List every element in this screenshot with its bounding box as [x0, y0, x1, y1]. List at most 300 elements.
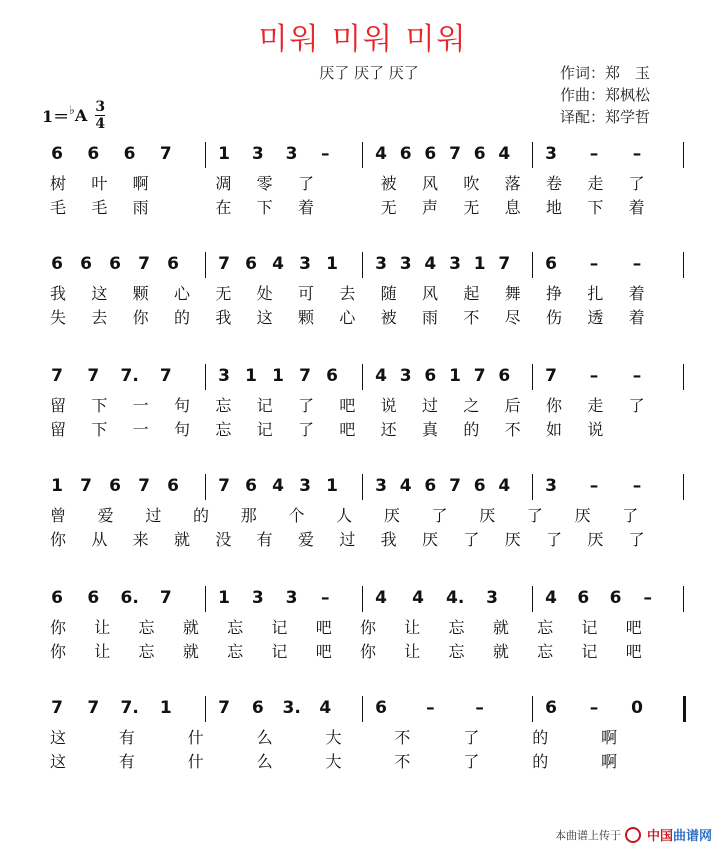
time-signature [95, 100, 105, 131]
lyric-char: 的 [532, 728, 549, 747]
notation-line [0, 472, 726, 500]
dash-mark: – [632, 476, 642, 496]
lyric-char: 忘 [227, 618, 244, 637]
barline [205, 142, 206, 168]
lyric-char: 吧 [315, 618, 332, 637]
lyric-char: 了 [628, 530, 645, 549]
note: 7 [80, 476, 92, 496]
note: 4 [272, 254, 284, 274]
translator-credit: 译配：郑学哲 [560, 108, 651, 126]
note: 3 [285, 144, 298, 164]
barline [362, 696, 363, 722]
lyric-char: 着 [628, 308, 645, 327]
lyric-char: 就 [173, 530, 190, 549]
lyric-char: 雨 [132, 198, 149, 217]
dash-mark: – [589, 366, 599, 386]
lyric-char: 无 [463, 198, 480, 217]
lyric-char: 后 [504, 396, 521, 415]
note: 6 [87, 144, 100, 164]
lyric-line [0, 283, 726, 305]
note: 3 [375, 476, 387, 496]
dash-mark: – [589, 254, 599, 274]
lyric-char: 下 [91, 396, 108, 415]
barline [683, 142, 684, 168]
lyric-line [0, 395, 726, 417]
note: 6 [424, 366, 437, 386]
lyric-char: 忘 [537, 618, 554, 637]
lyric-char: 忘 [448, 618, 465, 637]
lyric-char: 伤 [545, 308, 562, 327]
note: 6 [424, 144, 437, 164]
barline [532, 142, 533, 168]
lyric-char: 心 [173, 284, 190, 303]
lyric-char: 忘 [215, 396, 232, 415]
note: 6 [245, 254, 257, 274]
lyric-char: 忘 [227, 642, 244, 661]
lyric-line [0, 641, 726, 663]
lyric-line [0, 617, 726, 639]
lyric-char: 让 [94, 618, 111, 637]
lyric-char: 忘 [448, 642, 465, 661]
lyric-char: 了 [463, 728, 480, 747]
note: 1 [326, 254, 338, 274]
footer-text: 本曲谱上传于 [554, 828, 621, 842]
notation-line [0, 140, 726, 168]
lyric-char: 吧 [625, 642, 642, 661]
lyric-line [0, 529, 726, 551]
key-signature [42, 100, 105, 131]
lyric-char: 就 [182, 642, 199, 661]
note: 3 [285, 588, 298, 608]
lyric-char: 厌 [587, 530, 604, 549]
lyric-char: 着 [297, 198, 314, 217]
lyric-char: 失 [49, 308, 66, 327]
lyric-char: 这 [49, 752, 66, 771]
lyric-char: 你 [545, 396, 562, 415]
dash-mark: – [426, 698, 435, 718]
lyric-char: 的 [173, 308, 190, 327]
note: 1 [218, 588, 230, 608]
lyric-char: 个 [288, 506, 305, 525]
site-logo-icon [625, 827, 641, 843]
lyric-char: 留 [49, 420, 66, 439]
barline [362, 252, 363, 278]
dash-mark: – [632, 366, 642, 386]
lyric-char: 没 [215, 530, 232, 549]
note: 1 [51, 476, 63, 496]
lyric-char: 着 [628, 284, 645, 303]
note: 6. [120, 588, 139, 608]
brand-part-a: 中国 [646, 829, 673, 844]
note: 7 [159, 366, 172, 386]
note: 1 [245, 366, 257, 386]
lyric-char: 地 [545, 198, 562, 217]
lyric-char: 这 [49, 728, 66, 747]
note: 4 [498, 144, 511, 164]
lyric-char: 去 [339, 284, 356, 303]
note: 4 [375, 588, 387, 608]
note: 6 [545, 254, 557, 274]
note: 7. [120, 366, 139, 386]
note: 7 [51, 698, 63, 718]
lyric-char: 什 [187, 752, 204, 771]
note: 6 [51, 254, 63, 274]
lyric-char: 在 [215, 198, 232, 217]
note: 6 [80, 254, 92, 274]
note: 6 [51, 144, 63, 164]
note: 7 [449, 476, 461, 496]
lyric-char: 不 [394, 752, 411, 771]
lyric-char: 了 [628, 396, 645, 415]
barline [362, 142, 363, 168]
note: 4 [272, 476, 284, 496]
note: 6 [473, 144, 486, 164]
lyric-char: 毛 [49, 198, 66, 217]
note: 7 [299, 366, 311, 386]
note: 6 [251, 698, 264, 718]
note: 3 [449, 254, 461, 274]
lyric-char: 之 [463, 396, 480, 415]
key-prefix: 1＝ [42, 107, 70, 126]
lyric-char: 树 [49, 174, 66, 193]
note: 6 [424, 476, 437, 496]
lyric-char: 毛 [91, 198, 108, 217]
lyric-char: 心 [339, 308, 356, 327]
lyric-char: 来 [132, 530, 149, 549]
note: 3 [545, 144, 557, 164]
lyric-char: 什 [187, 728, 204, 747]
lyric-char: 风 [421, 284, 438, 303]
lyric-char: 下 [91, 420, 108, 439]
lyric-char: 了 [463, 530, 480, 549]
lyric-char: 句 [173, 420, 190, 439]
note: 7 [498, 254, 511, 274]
note: 6 [545, 698, 557, 718]
note: 6 [109, 254, 121, 274]
note: 6 [326, 366, 338, 386]
lyric-char: 忘 [138, 618, 155, 637]
lyric-char: 从 [91, 530, 108, 549]
final-barline [683, 696, 686, 722]
lyric-char: 过 [145, 506, 162, 525]
lyric-char: 吧 [315, 642, 332, 661]
note: 6 [245, 476, 257, 496]
note: 4 [412, 588, 424, 608]
lyric-char: 我 [49, 284, 66, 303]
note: 4 [399, 476, 412, 496]
lyric-char: 你 [49, 530, 66, 549]
lyric-char: 下 [587, 198, 604, 217]
lyric-char: 卷 [545, 174, 562, 193]
lyric-char: 如 [545, 420, 562, 439]
lyric-char: 下 [256, 198, 273, 217]
site-brand [647, 825, 712, 844]
note: 3 [251, 588, 264, 608]
lyric-char: 啊 [601, 752, 618, 771]
note: 6 [51, 588, 63, 608]
lyric-char: 就 [492, 642, 509, 661]
note: 7 [138, 254, 150, 274]
note: 4 [375, 144, 387, 164]
lyric-char: 了 [545, 530, 562, 549]
lyric-char: 着 [628, 198, 645, 217]
note: 3 [545, 476, 557, 496]
lyric-char: 吧 [625, 618, 642, 637]
notation-line [0, 250, 726, 278]
note: 1 [218, 144, 230, 164]
lyric-char: 一 [132, 420, 149, 439]
lyric-char: 记 [271, 618, 288, 637]
note: 7 [87, 366, 100, 386]
lyric-char: 了 [526, 506, 543, 525]
barline [362, 474, 363, 500]
barline [205, 364, 206, 390]
lyric-char: 不 [463, 308, 480, 327]
lyric-char: 起 [463, 284, 480, 303]
notation-line [0, 362, 726, 390]
note: 7 [138, 476, 150, 496]
note: 3 [375, 254, 387, 274]
lyric-char: 可 [297, 284, 314, 303]
dash-mark: – [321, 588, 330, 608]
lyric-char: 就 [182, 618, 199, 637]
lyric-char: 颗 [132, 284, 149, 303]
lyric-char: 忘 [537, 642, 554, 661]
lyric-char: 风 [421, 174, 438, 193]
lyric-char: 的 [193, 506, 210, 525]
lyric-char: 不 [394, 728, 411, 747]
lyric-char: 啊 [132, 174, 149, 193]
lyric-char: 你 [359, 642, 376, 661]
lyric-char: 忘 [215, 420, 232, 439]
note: 7 [159, 588, 172, 608]
note: 6 [498, 366, 511, 386]
lyric-char: 被 [380, 308, 397, 327]
lyric-char: 不 [504, 420, 521, 439]
lyric-char: 说 [380, 396, 397, 415]
note: 7 [473, 366, 486, 386]
note: 0 [631, 698, 643, 718]
lyric-char: 厌 [574, 506, 591, 525]
lyric-char: 就 [492, 618, 509, 637]
lyric-char: 还 [380, 420, 397, 439]
lyric-char: 你 [132, 308, 149, 327]
note: 1 [449, 366, 461, 386]
lyric-char: 尽 [504, 308, 521, 327]
lyric-char: 凋 [215, 174, 232, 193]
barline [683, 364, 684, 390]
note: 7 [218, 254, 230, 274]
lyric-char: 的 [532, 752, 549, 771]
lyric-char: 说 [587, 420, 604, 439]
barline [362, 364, 363, 390]
lyric-char: 雨 [421, 308, 438, 327]
lyric-char: 让 [404, 642, 421, 661]
song-title: 미워 미워 미워 [258, 22, 468, 57]
lyric-char: 了 [431, 506, 448, 525]
dash-mark: – [632, 254, 642, 274]
lyric-char: 啊 [601, 728, 618, 747]
lyric-line [0, 419, 726, 441]
note: 6 [109, 476, 121, 496]
lyric-char: 记 [581, 618, 598, 637]
lyric-char: 扎 [587, 284, 604, 303]
lyric-char: 舞 [504, 284, 521, 303]
note: 1 [272, 366, 284, 386]
lyric-line [0, 307, 726, 329]
dash-mark: – [321, 144, 330, 164]
lyric-char: 了 [628, 174, 645, 193]
lyric-char: 随 [380, 284, 397, 303]
note: 3 [299, 476, 311, 496]
note: 6 [87, 588, 100, 608]
lyric-char: 这 [256, 308, 273, 327]
lyric-char: 你 [49, 618, 66, 637]
note: 3 [399, 254, 412, 274]
lyric-char: 我 [215, 308, 232, 327]
note: 6 [375, 698, 387, 718]
lyric-char: 句 [173, 396, 190, 415]
lyric-char: 过 [421, 396, 438, 415]
lyric-char: 走 [587, 396, 604, 415]
lyric-char: 的 [463, 420, 480, 439]
lyric-char: 记 [271, 642, 288, 661]
composer-credit: 作曲：郑枫松 [560, 86, 651, 104]
lyric-char: 了 [297, 420, 314, 439]
lyric-char: 记 [256, 420, 273, 439]
note: 3 [399, 366, 412, 386]
time-numerator: 3 [95, 99, 106, 115]
barline [362, 586, 363, 612]
lyricist-credit: 作词：郑 玉 [560, 64, 651, 82]
lyric-line [0, 727, 726, 749]
lyric-char: 吧 [339, 396, 356, 415]
lyric-char: 么 [256, 752, 273, 771]
credits-block [560, 62, 650, 128]
dash-mark: – [643, 588, 652, 608]
barline [683, 474, 684, 500]
note: 7 [449, 144, 461, 164]
footer [555, 825, 712, 844]
lyric-char: 有 [118, 728, 135, 747]
note: 6 [167, 476, 179, 496]
lyric-char: 挣 [545, 284, 562, 303]
barline [205, 252, 206, 278]
lyric-line [0, 173, 726, 195]
lyric-char: 那 [240, 506, 257, 525]
note: 6 [473, 476, 486, 496]
lyric-char: 过 [339, 530, 356, 549]
note: 4 [375, 366, 387, 386]
lyric-char: 声 [421, 198, 438, 217]
lyric-char: 么 [256, 728, 273, 747]
lyric-char: 忘 [138, 642, 155, 661]
lyric-char: 颗 [297, 308, 314, 327]
lyric-char: 了 [463, 752, 480, 771]
barline [532, 252, 533, 278]
lyric-char: 让 [404, 618, 421, 637]
lyric-line [0, 505, 726, 527]
barline [683, 586, 684, 612]
barline [532, 474, 533, 500]
note: 6 [399, 144, 412, 164]
note: 7 [159, 144, 172, 164]
barline [532, 696, 533, 722]
barline [532, 364, 533, 390]
note: 1 [159, 698, 172, 718]
lyric-char: 一 [132, 396, 149, 415]
lyric-char: 透 [587, 308, 604, 327]
note: 4 [498, 476, 511, 496]
lyric-char: 记 [256, 396, 273, 415]
dash-mark: – [589, 698, 599, 718]
barline [683, 252, 684, 278]
note: 4 [424, 254, 437, 274]
note: 7 [218, 476, 230, 496]
lyric-char: 厌 [504, 530, 521, 549]
lyric-char: 真 [421, 420, 438, 439]
barline [205, 586, 206, 612]
note: 4 [545, 588, 557, 608]
lyric-char: 记 [581, 642, 598, 661]
note: 6 [123, 144, 136, 164]
lyric-char: 无 [215, 284, 232, 303]
dash-mark: – [632, 144, 642, 164]
flat-symbol: ♭ [69, 102, 75, 117]
lyric-char: 吹 [463, 174, 480, 193]
barline [205, 696, 206, 722]
lyric-char: 有 [256, 530, 273, 549]
note: 1 [326, 476, 338, 496]
note: 6 [609, 588, 622, 608]
note: 7 [87, 698, 100, 718]
note: 6 [577, 588, 590, 608]
lyric-char: 被 [380, 174, 397, 193]
lyric-char: 留 [49, 396, 66, 415]
lyric-char: 曾 [49, 506, 66, 525]
lyric-char: 让 [94, 642, 111, 661]
note: 3. [282, 698, 301, 718]
brand-part-b: 曲谱网 [672, 829, 712, 844]
lyric-char: 走 [587, 174, 604, 193]
time-denominator: 4 [95, 116, 106, 132]
note: 1 [473, 254, 486, 274]
dash-mark: – [589, 476, 599, 496]
note: 3 [218, 366, 230, 386]
lyric-char: 叶 [91, 174, 108, 193]
lyric-char: 有 [118, 752, 135, 771]
note: 7 [545, 366, 557, 386]
note: 3 [251, 144, 264, 164]
lyric-char: 去 [91, 308, 108, 327]
lyric-char: 爱 [297, 530, 314, 549]
lyric-char: 大 [325, 752, 342, 771]
lyric-char: 处 [256, 284, 273, 303]
note: 7 [218, 698, 230, 718]
dash-mark: – [475, 698, 484, 718]
notation-line [0, 584, 726, 612]
key-note: A [74, 106, 88, 125]
note: 4 [319, 698, 332, 718]
lyric-char: 吧 [339, 420, 356, 439]
barline [532, 586, 533, 612]
lyric-char: 这 [91, 284, 108, 303]
lyric-char: 我 [380, 530, 397, 549]
lyric-char: 大 [325, 728, 342, 747]
lyric-char: 落 [504, 174, 521, 193]
lyric-char: 了 [622, 506, 639, 525]
lyric-char: 息 [504, 198, 521, 217]
